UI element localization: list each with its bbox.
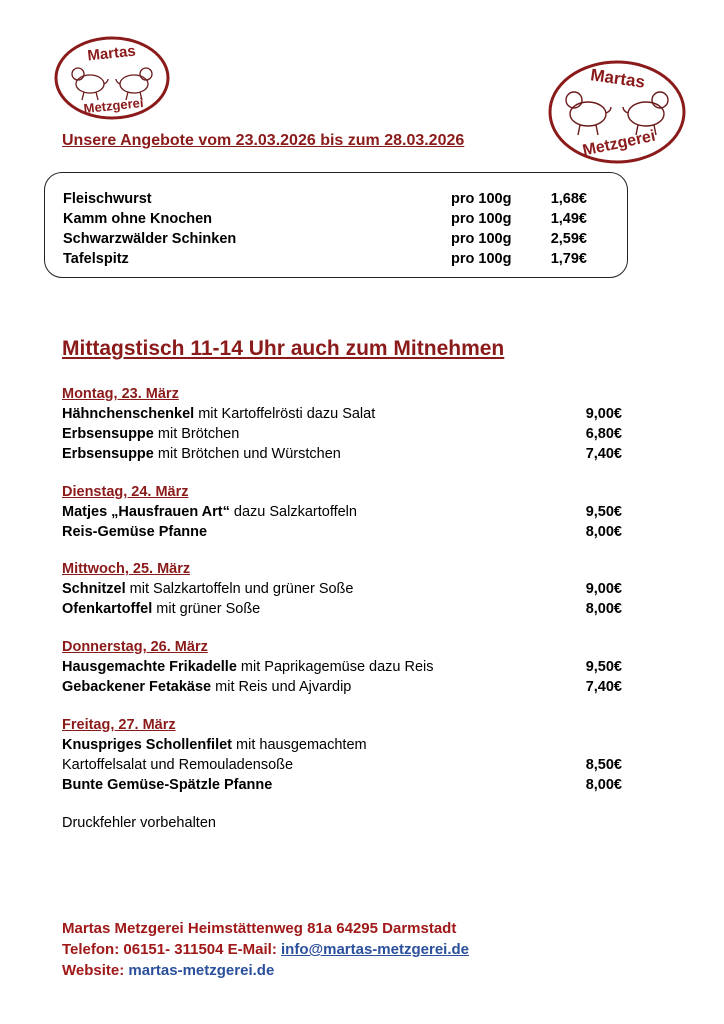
dish-price: 8,00€ [585, 601, 622, 617]
dish-price: 6,80€ [585, 426, 622, 442]
day-title: Montag, 23. März [62, 386, 179, 402]
day-section-friday [62, 715, 622, 795]
dish-price: 8,50€ [585, 757, 622, 773]
dish-row [62, 735, 622, 755]
offer-unit: pro 100g [451, 191, 512, 207]
footer-phone-line [62, 939, 469, 960]
dish-row [62, 444, 622, 464]
dish-name: Erbsensuppe [62, 426, 154, 442]
offer-price: 2,59€ [550, 231, 587, 247]
day-title: Freitag, 27. März [62, 717, 176, 733]
svg-text:Metzgerei: Metzgerei [581, 127, 657, 160]
lunch-title: Mittagstisch 11-14 Uhr auch zum Mitnehmen [62, 337, 505, 360]
dish-name: Hausgemachte Frikadelle [62, 659, 237, 675]
offer-price: 1,68€ [550, 191, 587, 207]
day-section-wednesday [62, 559, 622, 619]
svg-text:Martas: Martas [86, 42, 137, 65]
day-section-thursday [62, 637, 622, 697]
disclaimer-note: Druckfehler vorbehalten [62, 815, 216, 831]
offer-item [63, 191, 623, 211]
dish-row [62, 502, 622, 522]
footer-address: Martas Metzgerei Heimstättenweg 81a 64295 Darmstadt [62, 920, 457, 937]
dish-row [62, 522, 622, 542]
dish-price: 8,00€ [585, 524, 622, 540]
dish-price: 7,40€ [585, 679, 622, 695]
svg-text:Martas: Martas [589, 65, 647, 92]
dish-name: Ofenkartoffel [62, 601, 153, 617]
offer-price: 1,79€ [550, 251, 587, 267]
day-title: Mittwoch, 25. März [62, 561, 191, 577]
offer-name: Fleischwurst [63, 191, 152, 207]
dish-description: mit hausgemachtem [232, 737, 367, 753]
offers-box [44, 172, 628, 278]
dish-description: mit Brötchen [153, 426, 240, 442]
offer-item [63, 231, 623, 251]
offer-unit: pro 100g [451, 251, 512, 267]
dish-row [62, 755, 622, 775]
offer-price: 1,49€ [550, 211, 587, 227]
dish-row [62, 424, 622, 444]
dish-name: Erbsensuppe [62, 446, 154, 462]
dish-row [62, 599, 622, 619]
website-link[interactable]: martas-metzgerei.de [128, 962, 275, 979]
footer-website-line [62, 960, 469, 981]
offer-unit: pro 100g [451, 211, 512, 227]
day-title: Donnerstag, 26. März [62, 639, 208, 655]
day-section-tuesday [62, 482, 622, 542]
dish-row [62, 775, 622, 795]
dish-name: Matjes „Hausfrauen Art“ [62, 504, 230, 520]
offer-name: Tafelspitz [63, 251, 129, 267]
dish-price: 9,00€ [585, 406, 622, 422]
dish-price: 7,40€ [585, 446, 622, 462]
logo-small [52, 34, 172, 122]
dish-description: mit grüner Soße [152, 601, 261, 617]
offer-name: Schwarzwälder Schinken [63, 231, 237, 247]
footer-website-label: Website: [62, 962, 129, 979]
offer-item [63, 251, 623, 271]
footer-phone: Telefon: 06151- 311504 E-Mail: [62, 941, 281, 958]
dish-row [62, 657, 622, 677]
dish-description: mit Kartoffelrösti dazu Salat [194, 406, 376, 422]
dish-price: 9,50€ [585, 504, 622, 520]
dish-name: Schnitzel [62, 581, 126, 597]
dish-description: mit Salzkartoffeln und grüner Soße [125, 581, 354, 597]
svg-text:Metzgerei: Metzgerei [82, 94, 145, 117]
dish-name: Gebackener Fetakäse [62, 679, 212, 695]
dish-description: dazu Salzkartoffeln [229, 504, 357, 520]
dish-description: Kartoffelsalat und Remouladensoße [62, 757, 294, 773]
dish-description: mit Brötchen und Würstchen [153, 446, 341, 462]
dish-name: Knuspriges Schollenfilet [62, 737, 232, 753]
dish-description: mit Paprikagemüse dazu Reis [236, 659, 434, 675]
dish-row [62, 579, 622, 599]
dish-description: mit Reis und Ajvardip [211, 679, 352, 695]
logo-large [546, 58, 688, 166]
dish-price: 9,50€ [585, 659, 622, 675]
dish-name: Bunte Gemüse-Spätzle Pfanne [62, 777, 273, 793]
dish-name: Hähnchenschenkel [62, 406, 195, 422]
footer-contact [62, 918, 469, 981]
dish-price: 9,00€ [585, 581, 622, 597]
offer-item [63, 211, 623, 231]
offer-unit: pro 100g [451, 231, 512, 247]
dish-row [62, 404, 622, 424]
day-title: Dienstag, 24. März [62, 484, 189, 500]
day-section-monday [62, 384, 622, 464]
dish-row [62, 677, 622, 697]
offer-name: Kamm ohne Knochen [63, 211, 213, 227]
email-link[interactable]: info@martas-metzgerei.de [281, 941, 470, 958]
dish-name: Reis-Gemüse Pfanne [62, 524, 208, 540]
dish-price: 8,00€ [585, 777, 622, 793]
offers-title: Unsere Angebote vom 23.03.2026 bis zum 28.03.2026 [62, 132, 465, 149]
